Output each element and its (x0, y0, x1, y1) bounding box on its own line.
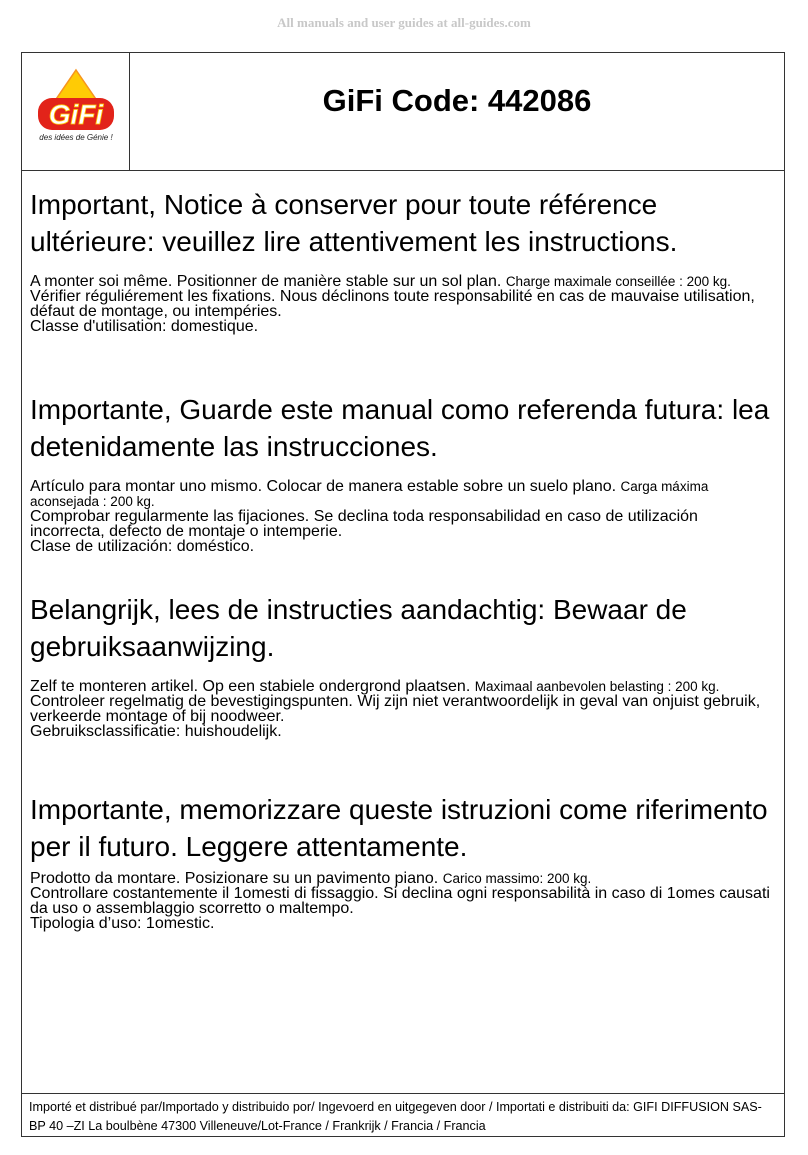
usage-class-text: Tipologia d’uso: 1omestic. (30, 915, 215, 932)
logo-cell (22, 53, 130, 170)
usage-class-text: Gebruiksclassificatie: huishoudelijk. (30, 723, 282, 740)
usage-class-text: Classe d'utilisation: domestique. (30, 318, 259, 335)
document-frame (21, 52, 785, 1137)
usage-class-text: Clase de utilización: doméstico. (30, 538, 255, 555)
section-french (30, 186, 776, 334)
section-text (30, 274, 776, 289)
assembly-text: Zelf te monteren artikel. Op een stabiele ondergrond plaatsen. (30, 678, 471, 695)
gifi-code-title: GiFi Code: 442086 (322, 82, 592, 118)
section-text (30, 871, 776, 886)
section-spanish (30, 391, 776, 554)
check-fixings-text: Vérifier réguliérement les fixations. Nous déclinons toute responsabilité en cas de mauvaise utilisation, défaut de montage, ou intempéries. (30, 288, 755, 320)
section-heading: Belangrijk, lees de instructies aandachtig: Bewaar de gebruiksaanwijzing. (30, 594, 687, 662)
section-heading: Importante, memorizzare queste istruzioni come riferimento per il futuro. Leggere attentamente. (30, 794, 768, 862)
svg-text:GiFi: GiFi (48, 99, 104, 130)
section-heading: Important, Notice à conserver pour toute référence ultérieure: veuillez lire attentivement les instructions. (30, 189, 678, 257)
watermark: All manuals and user guides at all-guides.com (277, 15, 531, 30)
gifi-logo (36, 68, 116, 148)
max-load-text: Charge maximale conseillée : 200 kg. (505, 274, 731, 289)
assembly-text: Artículo para montar uno mismo. Colocar de manera estable sobre un suelo plano. (30, 478, 617, 495)
assembly-text: Prodotto da montare. Posizionare su un pavimento piano. (30, 870, 439, 887)
header (22, 53, 784, 171)
assembly-text: A monter soi même. Positionner de manière stable sur un sol plan. (30, 273, 502, 290)
svg-text:des idées de Génie !: des idées de Génie ! (39, 133, 113, 142)
footer-distributor: Importé et distribué par/Importado y distribuido por/ Ingevoerd en uitgegeven door / Importati e distribuiti da: GIFI DIFFUSION SAS-BP 40 –ZI La boulbène 47300 Villeneuve/Lot-France / Frankrijk / Francia / Francia (22, 1093, 784, 1136)
max-load-text: Carga máxima aconsejada : 200 kg. (30, 479, 709, 509)
check-fixings-text: Controllare costantemente il 1omesti di fissaggio. Si declina ogni responsabilità in caso di 1omes causati da uso o assemblaggio scorretto o maltempo. (30, 885, 770, 917)
max-load-text: Maximaal aanbevolen belasting : 200 kg. (474, 679, 720, 694)
check-fixings-text: Controleer regelmatig de bevestigingspunten. Wij zijn niet verantwoordelijk in geval van onjuist gebruik, verkeerde montage of bij noodweer. (30, 693, 761, 725)
section-heading: Importante, Guarde este manual como referenda futura: lea detenidamente las instrucciones. (30, 394, 770, 462)
section-italian (30, 791, 776, 931)
section-dutch (30, 591, 776, 739)
section-text (30, 679, 776, 694)
check-fixings-text: Comprobar regularmente las fijaciones. Se declina toda responsabilidad en caso de utilización incorrecta, defecto de montaje o intemperie. (30, 508, 698, 540)
max-load-text: Carico massimo: 200 kg. (442, 871, 592, 886)
section-text (30, 479, 776, 509)
